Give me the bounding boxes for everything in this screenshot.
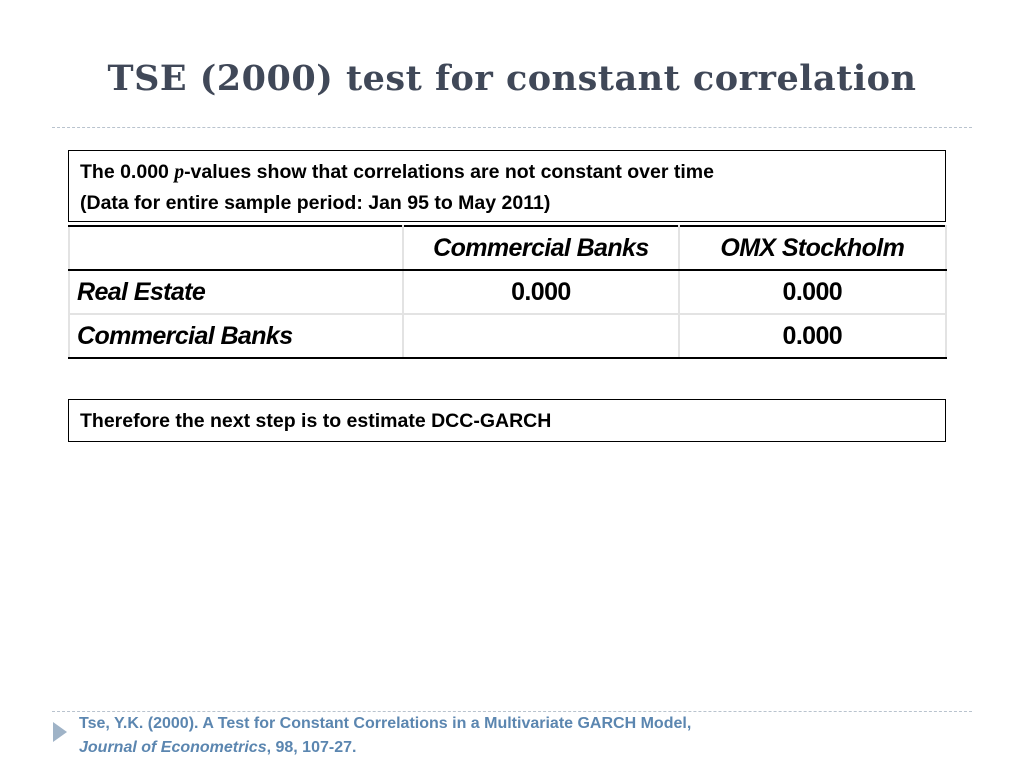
cell-real-estate-commercial-banks: 0.000 xyxy=(403,270,678,314)
row-label-commercial-banks: Commercial Banks xyxy=(69,314,403,358)
table-header-row xyxy=(69,226,946,270)
intro-text-b: -values show that correlations are not constant over time xyxy=(184,161,714,183)
intro-box xyxy=(68,150,946,222)
correlation-test-table xyxy=(68,225,947,359)
intro-line-2: (Data for entire sample period: Jan 95 to May 2011) xyxy=(80,192,551,214)
cell-commercial-banks-omx: 0.000 xyxy=(679,314,946,358)
header-omx-stockholm: OMX Stockholm xyxy=(679,226,946,270)
journal-details: , 98, 107-27. xyxy=(266,739,357,756)
slide-title: TSE (2000) test for constant correlation xyxy=(107,58,917,99)
title-divider xyxy=(52,127,972,128)
header-commercial-banks: Commercial Banks xyxy=(403,226,678,270)
intro-text-a: The 0.000 xyxy=(80,161,175,183)
table-row xyxy=(69,270,946,314)
reference-line-1: Tse, Y.K. (2000). A Test for Constant Correlations in a Multivariate GARCH Model, xyxy=(79,715,692,732)
row-label-real-estate: Real Estate xyxy=(69,270,403,314)
cell-commercial-banks-commercial-banks xyxy=(403,314,678,358)
reference-citation xyxy=(79,712,979,760)
journal-name: Journal of Econometrics xyxy=(79,739,267,756)
table-row xyxy=(69,314,946,358)
cell-real-estate-omx: 0.000 xyxy=(679,270,946,314)
header-empty-cell xyxy=(69,226,403,270)
intro-line-1 xyxy=(80,157,935,188)
triangle-bullet-icon xyxy=(53,722,67,742)
conclusion-text: Therefore the next step is to estimate DCC-GARCH xyxy=(80,410,552,432)
reference-line-2 xyxy=(79,736,979,760)
p-symbol: p xyxy=(174,162,185,183)
conclusion-box xyxy=(68,399,946,442)
